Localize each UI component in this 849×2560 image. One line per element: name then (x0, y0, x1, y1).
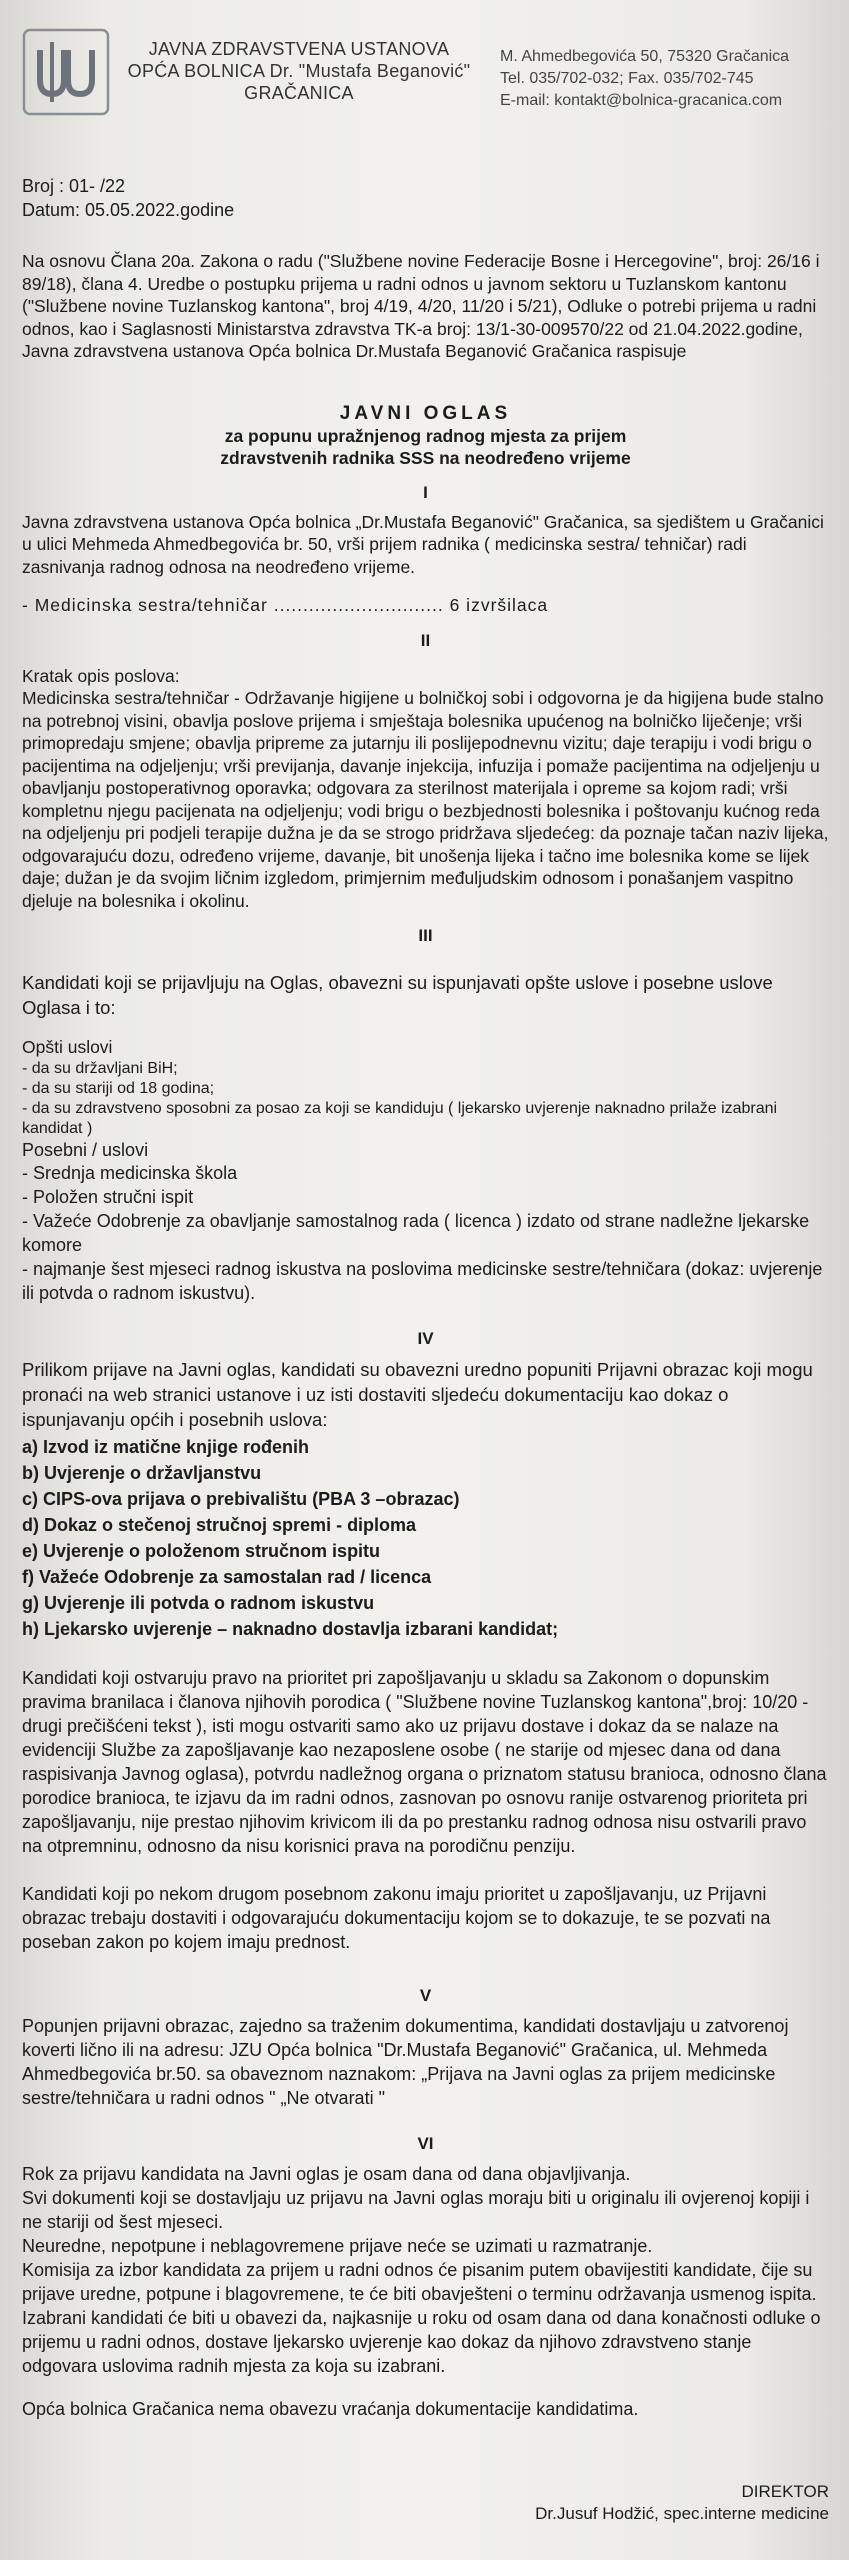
section-number: V (419, 1986, 432, 2005)
institution-name (124, 38, 474, 104)
list-item: - da su zdravstveno sposobni za posao za koji se kandiduju ( ljekarsko uvjerenje naknadno prilaže izabrani kandidat ) (22, 1099, 778, 1137)
list-item: - Srednja medicinska škola (22, 1163, 238, 1183)
email: E-mail: kontakt@bolnica-gracanica.com (500, 92, 783, 109)
paragraph: Neuredne, nepotpune i neblagovremene prijave neće se uzimati u razmatranje. (22, 2236, 653, 2256)
closing-note: Opća bolnica Gračanica nema obavezu vraćanja dokumentacije kandidatima. (22, 2399, 639, 2419)
list-item: - Položen stručni ispit (22, 1187, 194, 1207)
special-conditions-heading: Posebni / uslovi (22, 1139, 149, 1160)
section-number: III (418, 926, 433, 945)
phone-fax: Tel. 035/702-032; Fax. 035/702-745 (500, 70, 754, 87)
signature-block (22, 2481, 829, 2525)
paragraph: Svi dokumenti koji se dostavljaju uz prijavu na Javni oglas moraju biti u originalu ili ovjerenoj kopiji i ne stariji od šest mjeseci. (22, 2188, 810, 2232)
submission-paragraph: Popunjen prijavni obrazac, zajedno sa traženim dokumentima, kandidati dostavljaju u zatvorenoj koverti lično ili na adresu: JZU Opća bolnica "Dr.Mustafa Beganović" Gračanica, ul. Mehmeda Ahmedbegovića br.50. sa obaveznom naznakom: „Prijava na Javni oglas za prijem medicinske sestre/tehničara u radni odnos " „Ne otvarati " (22, 2016, 789, 2108)
section-number: II (420, 630, 431, 650)
document-item: c) CIPS-ova prijava o prebivalištu (PBA 3 –obrazac) (22, 1489, 460, 1509)
signatory-name: Dr.Jusuf Hodžić, spec.interne medicine (535, 2503, 829, 2523)
priority-paragraph: Kandidati koji ostvaruju pravo na prioritet pri zapošljavanju u skladu sa Zakonom o dopunskim pravima branilaca i članova njihovih porodica ( "Službene novine Tuzlanskog kantona",broj: 10/20 - drugi prečišćeni tekst ), isti mogu ostvariti samo ako uz prijavu dostave i dokaz da se nalaze na evidenciji Službe za zapošljavanje kao nezaposlene osobe ( ne starije od mjesec dana od dana raspisivanja Javnog oglasa), potvrdu nadležnog organa o priznatom statusu branioca, odnosno člana porodice branioca, te izjavu da im radni odnos, zasnovan po osnovu ranije ostvarenog prioriteta pri zapošljavanju, nije prestao njihovim krivicom ili da po prestanku radnog odnosa nisu ostvarili pravo na otpremninu, odnosno da nisu korisnici prava na porodičnu penziju. (22, 1668, 827, 1856)
job-description: Medicinska sestra/tehničar - Održavanje higijene u bolničkoj sobi i odgovorna je da higijena bude stalno na potrebnoj visini, obavlja poslove prijema i smještaja bolesnika upućenog na bolničko liječenje; vrši primopredaju smjene; obavlja pripreme za jutarnju ili poslijepodnevnu vizitu; daje terapiju i vodi brigu o pacijentima na odjeljenju; vrši previjanja, davanje injekcija, infuzija i pomaže pacijentima na odjeljenju u obavljanju postoperativnog oporavka; odgovara za sterilnost materijala i opreme sa kojom radi; vrši kompletnu njegu pacijenata na odjeljenju; vodi brigu o bezbjednosti bolesnika i poštovanju kućnog reda na odjeljenju pri podjeli terapije dužna je da se strogo pridržava sljedećeg: da poznaje tačan naziv lijeka, odgovarajuću dozu, određeno vrijeme, davanje, bit unošenja lijeka i tačno ime bolesnika kome se lijek daje; dužan je da svojim ličnim izgledom, primjernim međuljudskim odnosom i ponašanjem vaspitno djeluje na bolesnika i okolinu. (22, 688, 829, 911)
signatory-role: DIREKTOR (741, 2481, 829, 2501)
announcement-title (22, 403, 829, 469)
paragraph: Rok za prijavu kandidata na Javni oglas je osam dana od dana objavljivanja. (22, 2164, 631, 2184)
general-conditions-list (22, 1059, 829, 1139)
letterhead (22, 28, 829, 138)
list-item: - da su državljani BiH; (22, 1059, 178, 1077)
section-text: Javna zdravstvena ustanova Opća bolnica „Dr.Mustafa Beganović" Gračanica, sa sjedištem u Gračanici u ulici Mehmeda Ahmedbegovića br. 50, vrši prijem radnika ( medicinska sestra/ tehničar) radi zasnivanja radnog odnosa na neodređeno vrijeme. (22, 511, 824, 577)
document-item: g) Uvjerenje ili potvda o radnom iskustvu (22, 1593, 375, 1613)
document-item: a) Izvod iz matične knjige rođenih (22, 1437, 310, 1457)
paragraph: Komisija za izbor kandidata za prijem u radni odnos će pisanim putem obavijestiti kandidate, čije su prijave uredne, potpune i blagovremene, te će biti obavješteni o terminu održavanja usmenog ispita. (22, 2260, 817, 2304)
legal-basis: Na osnovu Člana 20a. Zakona o radu ("Službene novine Federacije Bosne i Hercegovine", broj: 26/16 i 89/18), člana 4. Uredbe o postupku prijema u radni odnos u javnom sektoru u Tuzlanskom kantonu ("Službene novine Tuzlanskog kantona", broj 4/19, 4/20, 11/20 i 5/21), Odluke o potrebi prijema u radni odnos, kao i Saglasnosti Ministarstva zdravstva TK-a broj: 13/1-30-009570/22 od 21.04.2022.godine, Javna zdravstvena ustanova Opća bolnica Dr.Mustafa Beganović Gračanica raspisuje (22, 251, 820, 361)
list-item: - Važeće Odobrenje za obavljanje samostalnog rada ( licenca ) izdato od strane nadležne ljekarske komore (22, 1211, 810, 1255)
documents-intro: Prilikom prijave na Javni oglas, kandidati su obavezni uredno popuniti Prijavni obrazac koji mogu pronaći na web stranici ustanove i uz isti dostaviti sljedeću dokumentaciju kao dokaz o ispunjavanju općih i posebnih uslova: (22, 1359, 813, 1430)
required-documents-list (22, 1434, 829, 1642)
institution-line: OPĆA BOLNICA Dr. "Mustafa Beganović" (127, 61, 471, 81)
section-heading: Kratak opis poslova: (22, 665, 180, 686)
title-sub: zdravstvenih radnika SSS na neodređeno vrijeme (220, 447, 631, 468)
document-item: d) Dokaz o stečenoj stručnoj spremi - diploma (22, 1515, 417, 1535)
conditions-intro: Kandidati koji se prijavljuju na Oglas, obavezni su ispunjavati opšte uslove i posebne uslove Oglasa i to: (22, 972, 773, 1018)
document-item: b) Uvjerenje o državljanstvu (22, 1463, 262, 1483)
list-item: - da su stariji od 18 godina; (22, 1079, 215, 1097)
document-item: f) Važeće Odobrenje za samostalan rad / licenca (22, 1567, 432, 1587)
other-priority-paragraph: Kandidati koji po nekom drugom posebnom zakonu imaju prioritet u zapošljavanju, uz Prijavni obrazac trebaju dostaviti i odgovarajuću dokumentaciju kojom se to dokazuje, te se pozvati na poseban zakon po kojem imaju prednost. (22, 1884, 771, 1952)
section-number: I (423, 482, 428, 502)
section-number: IV (417, 1329, 434, 1348)
title-main: JAVNI OGLAS (339, 402, 512, 424)
reference-number: Broj : 01- /22 (22, 176, 126, 196)
paragraph: Izabrani kandidati će biti u obavezi da, najkasnije u roku od osam dana od dana konačnosti odluke o prijemu u radni odnos, dostave ljekarsko uvjerenje kao dokaz da njihovo zdravstveno stanje odgovara uslovima radnih mjesta za koja su izabrani. (22, 2308, 821, 2376)
list-item: - najmanje šest mjeseci radnog iskustva na poslovima medicinske sestre/tehničara (dokaz: uvjerenje ili potvda o radnom iskustvu). (22, 1259, 823, 1303)
hospital-logo (22, 28, 110, 116)
title-sub: za popunu upražnjenog radnog mjesta za prijem (224, 425, 627, 446)
deadline-section (22, 2162, 829, 2378)
hospital-logo-icon (22, 28, 110, 116)
document-meta (22, 174, 829, 222)
special-conditions-list (22, 1161, 829, 1305)
section-number: VI (417, 2134, 434, 2153)
contact-info (500, 46, 840, 112)
document-item: h) Ljekarsko uvjerenje – naknadno dostavlja izbarani kandidat; (22, 1619, 559, 1639)
position-line: - Medicinska sestra/tehničar ............................. 6 izvršilaca (22, 595, 549, 615)
institution-line: JAVNA ZDRAVSTVENA USTANOVA (148, 39, 450, 59)
document-item: e) Uvjerenje o položenom stručnom ispitu (22, 1541, 381, 1561)
institution-line: GRAČANICA (244, 83, 354, 103)
address: M. Ahmedbegovića 50, 75320 Gračanica (500, 48, 790, 65)
general-conditions-heading: Opšti uslovi (22, 1037, 113, 1057)
document-date: Datum: 05.05.2022.godine (22, 200, 235, 220)
